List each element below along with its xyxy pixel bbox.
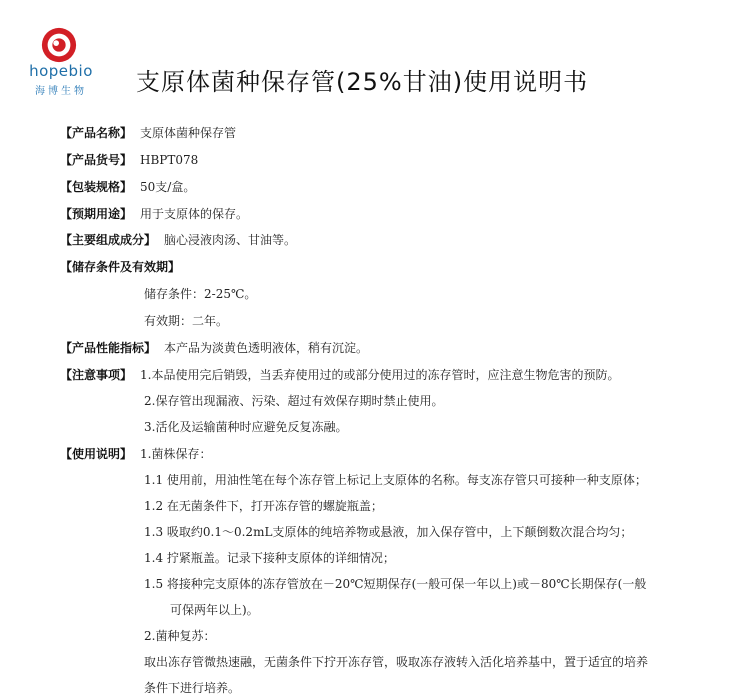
step2-line-1: 取出冻存管微热速融，无菌条件下拧开冻存管，吸取冻存液转入活化培养基中，置于适宜的培养	[144, 655, 649, 669]
step2-title: 2.菌种复苏：	[144, 629, 216, 643]
page-title: 支原体菌种保存管(25%甘油)使用说明书	[136, 68, 589, 96]
step-1-3: 1.3 吸取约0.1～0.2mL支原体的纯培养物或悬液，加入保存管中，上下颠倒数次混合均匀；	[144, 525, 633, 539]
storage-label: 【储存条件及有效期】	[60, 260, 181, 274]
notes-row	[60, 367, 730, 383]
step-1-5: 1.5 将接种完支原体的冻存管放在－20℃短期保存(一般可保一年以上)或－80℃长期保存(一般	[144, 577, 647, 591]
performance-value: 本产品为淡黄色透明液体，稍有沉淀。	[164, 341, 369, 355]
step2-line-2: 条件下进行培养。	[144, 681, 241, 695]
step-1-5-continued: 可保两年以上)。	[170, 603, 259, 617]
instructions-row	[60, 446, 730, 462]
package-value: 50支/盒。	[140, 180, 196, 194]
performance-label: 【产品性能指标】	[60, 341, 157, 355]
product-code-label: 【产品货号】	[60, 153, 133, 167]
notes-item-2: 2.保存管出现漏液、污染、超过有效保存期时禁止使用。	[144, 394, 444, 408]
storage-row	[60, 259, 730, 275]
company-logo	[22, 26, 102, 96]
instructions-label: 【使用说明】	[60, 447, 133, 461]
notes-item-1: 1.本品使用完后销毁，当丢弃使用过的或部分使用过的冻存管时，应注意生物危害的预防。	[140, 368, 620, 382]
composition-row	[60, 232, 730, 248]
storage-condition: 储存条件：2-25℃。	[144, 287, 257, 301]
performance-row	[60, 340, 730, 356]
logo-text-en: hopebio	[29, 62, 93, 80]
logo-text-cn: 海博生物	[35, 86, 87, 97]
storage-validity: 有效期：二年。	[144, 314, 229, 328]
notes-label: 【注意事项】	[60, 368, 133, 382]
package-row	[60, 179, 730, 195]
step-1-2: 1.2 在无菌条件下，打开冻存管的螺旋瓶盖；	[144, 499, 383, 513]
intended-use-row	[60, 206, 730, 222]
intended-use-value: 用于支原体的保存。	[140, 207, 249, 221]
product-name-row	[60, 125, 730, 141]
step-1-1: 1.1 使用前，用油性笔在每个冻存管上标记上支原体的名称。每支冻存管只可接种一种支原体；	[144, 473, 647, 487]
document-body	[60, 125, 730, 696]
product-code-row	[60, 152, 730, 168]
composition-value: 脑心浸液肉汤、甘油等。	[164, 233, 297, 247]
product-name-value: 支原体菌种保存管	[140, 126, 237, 140]
composition-label: 【主要组成成分】	[60, 233, 157, 247]
notes-item-3: 3.活化及运输菌种时应避免反复冻融。	[144, 420, 348, 434]
step-1-4: 1.4 拧紧瓶盖。记录下接种支原体的详细情况；	[144, 551, 395, 565]
step1-title: 1.菌株保存：	[140, 447, 212, 461]
intended-use-label: 【预期用途】	[60, 207, 133, 221]
product-code-value: HBPT078	[140, 153, 199, 167]
hopebio-logo-icon	[40, 26, 78, 64]
package-label: 【包装规格】	[60, 180, 133, 194]
product-name-label: 【产品名称】	[60, 126, 133, 140]
